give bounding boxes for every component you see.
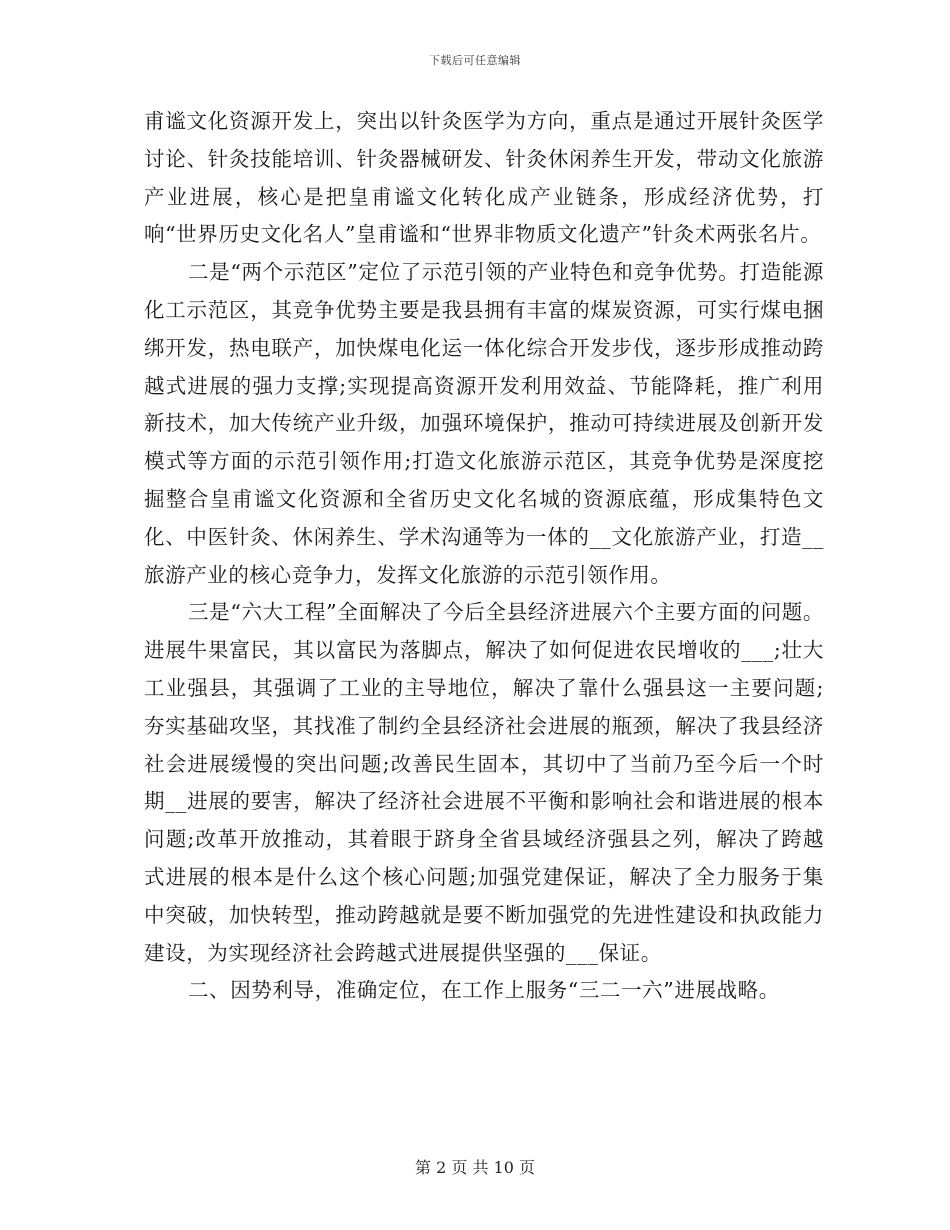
section-heading-two: 二、因势利导，准确定位，在工作上服务“三二一六”进展战略。 bbox=[188, 978, 780, 1003]
document-body bbox=[144, 103, 824, 1010]
paragraph-continuation: 甫谧文化资源开发上，突出以针灸医学为方向，重点是通过开展针灸医学讨论、针灸技能培训、针灸器械研发、针灸休闲养生开发，带动文化旅游产业进展，核心是把皇甫谧文化转化成产业链条，形成经济优势，打响“世界历史文化名人”皇甫谧和“世界非物质文化遗产”针灸术两张名片。 bbox=[144, 109, 824, 247]
paragraph-two-demonstration-zones: 二是“两个示范区”定位了示范引领的产业特色和竞争优势。打造能源化工示范区，其竞争优势主要是我县拥有丰富的煤炭资源，可实行煤电捆绑开发，热电联产，加快煤电化运一体化综合开发步伐，逐步形成推动跨越式进展的强力支撑;实现提高资源开发利用效益、节能降耗，推广利用新技术，加大传统产业升级，加强环境保护，推动可持续进展及创新开发模式等方面的示范引领作用;打造文化旅游示范区，其竞争优势是深度挖掘整合皇甫谧文化资源和全省历史文化名城的资源底蕴，形成集特色文化、中医针灸、休闲养生、学术沟通等为一体的__文化旅游产业，打造__旅游产业的核心竞争力，发挥文化旅游的示范引领作用。 bbox=[144, 260, 824, 587]
paragraph-six-major-projects: 三是“六大工程”全面解决了今后全县经济进展六个主要方面的问题。进展牛果富民，其以富民为落脚点，解决了如何促进农民增收的___;壮大工业强县，其强调了工业的主导地位，解决了靠什么强县这一主要问题;夯实基础攻坚，其找准了制约全县经济社会进展的瓶颈，解决了我县经济社会进展缓慢的突出问题;改善民生固本，其切中了当前乃至今后一个时期__进展的要害，解决了经济社会进展不平衡和影响社会和谐进展的根本问题;改革开放推动，其着眼于跻身全省县域经济强县之列，解决了跨越式进展的根本是什么这个核心问题;加强党建保证，解决了全力服务于集中突破，加快转型，推动跨越就是要不断加强党的先进性建设和执政能力建设，为实现经济社会跨越式进展提供坚强的___保证。 bbox=[144, 600, 824, 965]
page-number: 第 2 页 共 10 页 bbox=[415, 1158, 535, 1177]
page-header: 下载后可任意编辑 bbox=[429, 54, 521, 67]
